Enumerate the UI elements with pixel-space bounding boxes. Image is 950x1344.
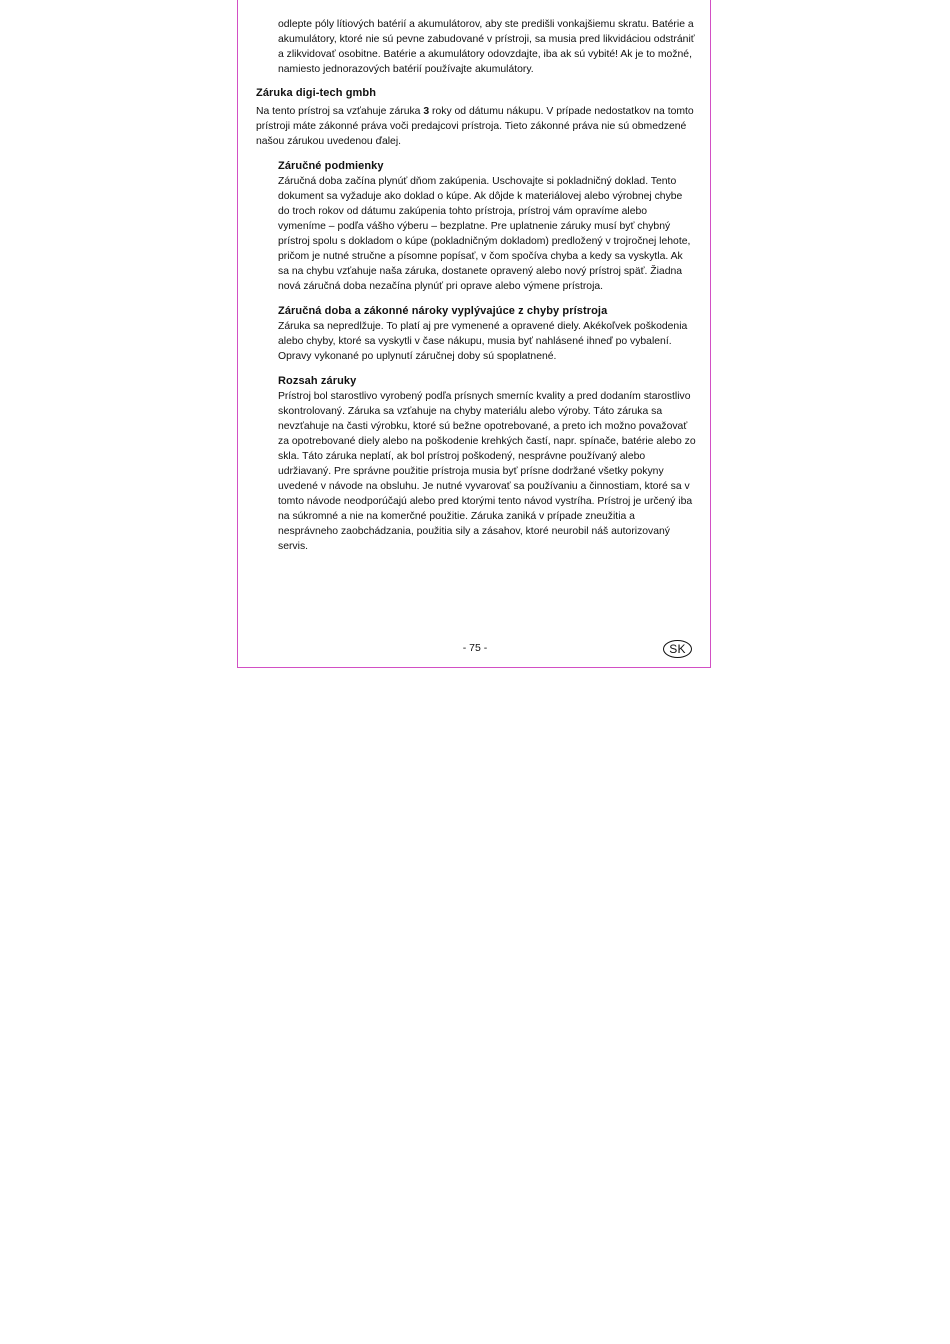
warranty-text-before: Na tento prístroj sa vzťahuje záruka (256, 106, 424, 117)
subsection-title-period: Záručná doba a zákonné nároky vyplývajúce z chyby prístroja (278, 305, 608, 317)
warranty-scope-section (278, 374, 696, 554)
intro-paragraph: odlepte póly lítiových batérií a akumulátorov, aby ste predišli vonkajšiemu skratu. Batérie a akumulátory, ktoré nie sú pevne zabudované v prístroji, sa musia pred likvidáciou odstrániť a zlikvidovať osobitne. Batérie a akumulátory odovzdajte, iba ak sú vybité! Ak je to možné, namiesto jednorazových batérií používajte akumulátory. (278, 19, 695, 75)
subsection-text-period: Záruka sa nepredlžuje. To platí aj pre vymenené a opravené diely. Akékoľvek poškodenia alebo chyby, ktoré sa vyskytli v čase nákupu, musia byť nahlásené ihneď po vybalení. Opravy vykonané po uplynutí záručnej doby sú spoplatnené. (278, 321, 688, 362)
language-badge: SK (663, 640, 692, 658)
warranty-conditions-section (278, 159, 696, 294)
page-number: - 75 - (462, 642, 488, 654)
warranty-years: 3 (423, 106, 430, 117)
subsection-title-scope: Rozsah záruky (278, 375, 357, 387)
warranty-section (256, 86, 696, 149)
warranty-period-section (278, 304, 696, 364)
document-body (256, 17, 696, 554)
warranty-text-after: roky od dátumu nákupu. V prípade nedostatkov na tomto prístroji máte zákonné práva voči predajcovi prístroja. Tieto zákonné práva nie sú obmedzené našou zárukou uvedenou ďalej. (256, 106, 694, 147)
subsection-text-scope: Prístroj bol starostlivo vyrobený podľa prísnych smerníc kvality a pred dodaním starostlivo skontrolovaný. Záruka sa vzťahuje na chyby materiálu alebo výroby. Táto záruka sa nevzťahuje na časti výrobku, ktoré sú bežne opotrebované, a preto ich možno považovať za opotrebované diely alebo na poškodenie krehkých častí, napr. spínače, batérie alebo zo skla. Táto záruka neplatí, ak bol prístroj poškodený, nesprávne používaný alebo udržiavaný. Pre správne použitie prístroja musia byť prísne dodržané všetky pokyny uvedené v návode na obsluhu. Je nutné vyvarovať sa používaniu a činnostiam, ktoré sa v tomto návode neodporúčajú alebo pred ktorými tento návod vystríha. Prístroj je určený iba na súkromné a nie na komerčné použitie. Záruka zaniká v prípade zneužitia a nesprávneho zaobchádzania, použitia sily a zásahov, ktoré neurobil náš autorizovaný servis. (278, 391, 696, 552)
subsection-title-conditions: Záručné podmienky (278, 160, 384, 172)
warranty-section-title: Záruka digi-tech gmbh (256, 87, 377, 99)
warranty-section-paragraph (256, 104, 696, 149)
subsection-text-conditions: Záručná doba začína plynúť dňom zakúpenia. Uschovajte si pokladničný doklad. Tento dokument sa vyžaduje ako doklad o kúpe. Ak dôjde k materiálovej alebo výrobnej chybe do troch rokov od dátumu zakúpenia tohto prístroja, prístroj vám opravíme alebo vymeníme – podľa vášho výberu – bezplatne. Pre uplatnenie záruky musí byť chybný prístroj spolu s dokladom o kúpe (pokladničným dokladom) predložený v trojročnej lehote, pričom je nutné stručne a písomne popísať, v čom spočíva chyba a kedy sa vyskytla. Ak sa na chybu vzťahuje naša záruka, dostanete opravený alebo nový prístroj späť. Žiadna nová záručná doba nezačína plynúť pri oprave alebo výmene prístroja. (278, 176, 691, 292)
